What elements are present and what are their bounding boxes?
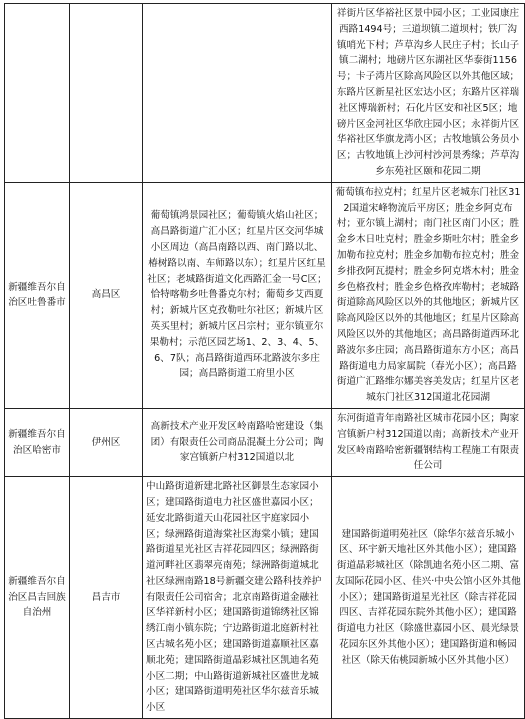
table-row (5, 182, 525, 408)
region-cell (5, 4, 70, 183)
district-cell: 昌吉市 (70, 477, 143, 719)
district-cell: 高昌区 (70, 182, 143, 408)
low-risk-cell: 祥街片区华裕社区景中园小区；工业园康庄西路1494号；三道坝镇二道坝村；铁厂沟镇哨光下村；芦草沟乡人民庄子村；长山子镇二湖村；地磅片区东湖社区华泰街1156号；卡子湾片区除高风险区以外其他区域；东路片区新星社区宏达小区；东路片区祥瑞社区博瑞新村；石化片区安和社区5区；地磅片区金河社区华欣庄园小区；永祥街片区华裕社区华旗龙湾小区；古牧地镇公务员小区；古牧地镇上沙河村沙河景秀缘；芦草沟乡东苑社区颐和花园二期 (332, 4, 525, 183)
low-risk-cell: 葡萄镇布拉克村；红星片区老城东门社区312国道宋峰物流后平房区；胜金乡阿克布村；亚尔镇上湖村；南门社区南门小区；胜金乡木日吐克村；胜金乡斯吐尔村；胜金乡加勒布拉克村；胜金乡加勒布拉克村；胜金乡排孜阿瓦提村；胜金乡阿克塔木村；胜金乡色格孜村；胜金乡色格孜库勒村；老城路街道除高风险区以外的其他地区；新城片区除高风险区以外的其他地区；红星片区除高风险区以外的其他地区；高昌路街道西环北路波尔多庄园；高昌路街道东方小区；高昌路街道电力局家属院（春光小区）；高昌路街道广汇路维尔娜美容美发店；红星片区老城东门社区312国道北花园湖 (332, 182, 525, 408)
medium-risk-cell: 高新技术产业开发区岭南路哈密建设（集团）有限责任公司商品混凝土分公司；陶家宫镇新户村312国道以北 (143, 408, 332, 476)
low-risk-cell: 建国路街道明苑社区（除华尔兹音乐城小区、环宇新天地社区外其他小区）；建国路街道晶彩城社区（除凯迪名苑小区二期、富友国际花园小区、佳兴·中央公馆小区外其他小区）；建国路街道星光社区（除吉祥花园四区、吉祥花园东院外其他小区）；建国路街道电力社区（除盛世嘉园小区、晨光绿景花园东区外其他小区）；建国路街道和畅园社区（除天佑桃园新城小区外其他小区） (332, 477, 525, 719)
district-cell (70, 4, 143, 183)
medium-risk-cell (143, 4, 332, 183)
table-row (5, 477, 525, 719)
region-cell: 新疆维吾尔自治区吐鲁番市 (5, 182, 70, 408)
region-cell: 新疆维吾尔自治区哈密市 (5, 408, 70, 476)
table-row (5, 4, 525, 183)
region-cell: 新疆维吾尔自治区昌吉回族自治州 (5, 477, 70, 719)
medium-risk-cell: 中山路街道新建北路社区御景生态家园小区；建国路街道电力社区盛世嘉园小区；延安北路街道天山花园社区宇庭家园小区；绿洲路街道海棠社区海棠小镇；建国路街道星光社区吉祥花园四区；绿洲路街道河畔社区翡翠亮南苑；绿洲路街道城北社区绿洲南路18号新疆交建公路科技养护有限责任公司宿舍；北京南路街道金融社区华祥新村小区；建国路街道锦绣社区锦绣江南小镇东院；宁边路街道北庭新村社区古城名苑小区；建国路街道嘉顺社区嘉顺北苑；建国路街道晶彩城社区凯迪名苑小区二期；中山路街道新城社区盛世龙城小区；建国路街道明苑社区华尔兹音乐城小区 (143, 477, 332, 719)
district-cell: 伊州区 (70, 408, 143, 476)
table-row (5, 408, 525, 476)
low-risk-cell: 东河街道青年南路社区城市花园小区；陶家宫镇新户村312国道以南；高新技术产业开发区岭南路哈密新疆钢结构工程施工有限责任公司 (332, 408, 525, 476)
risk-area-table (4, 3, 525, 719)
medium-risk-cell: 葡萄镇鸿景园社区；葡萄镇火焰山社区；高昌路街道广汇小区；红星片区交河华城小区周边（高昌南路以西、南门路以北、椿树路以南、车师路以东）；红星片区红星社区；老城路街道文化西路汇金一号C区；恰特喀勒乡吐鲁番克尔村；葡萄乡艾西夏村；新城片区克孜勒吐尔社区；新城片区英买里村；新城片区吕宗村；亚尔镇亚尔果勒村；示范区园艺场1、2、3、4、5、6、7队；高昌路街道西环北路波尔多庄园；高昌路街道工府里小区 (143, 182, 332, 408)
